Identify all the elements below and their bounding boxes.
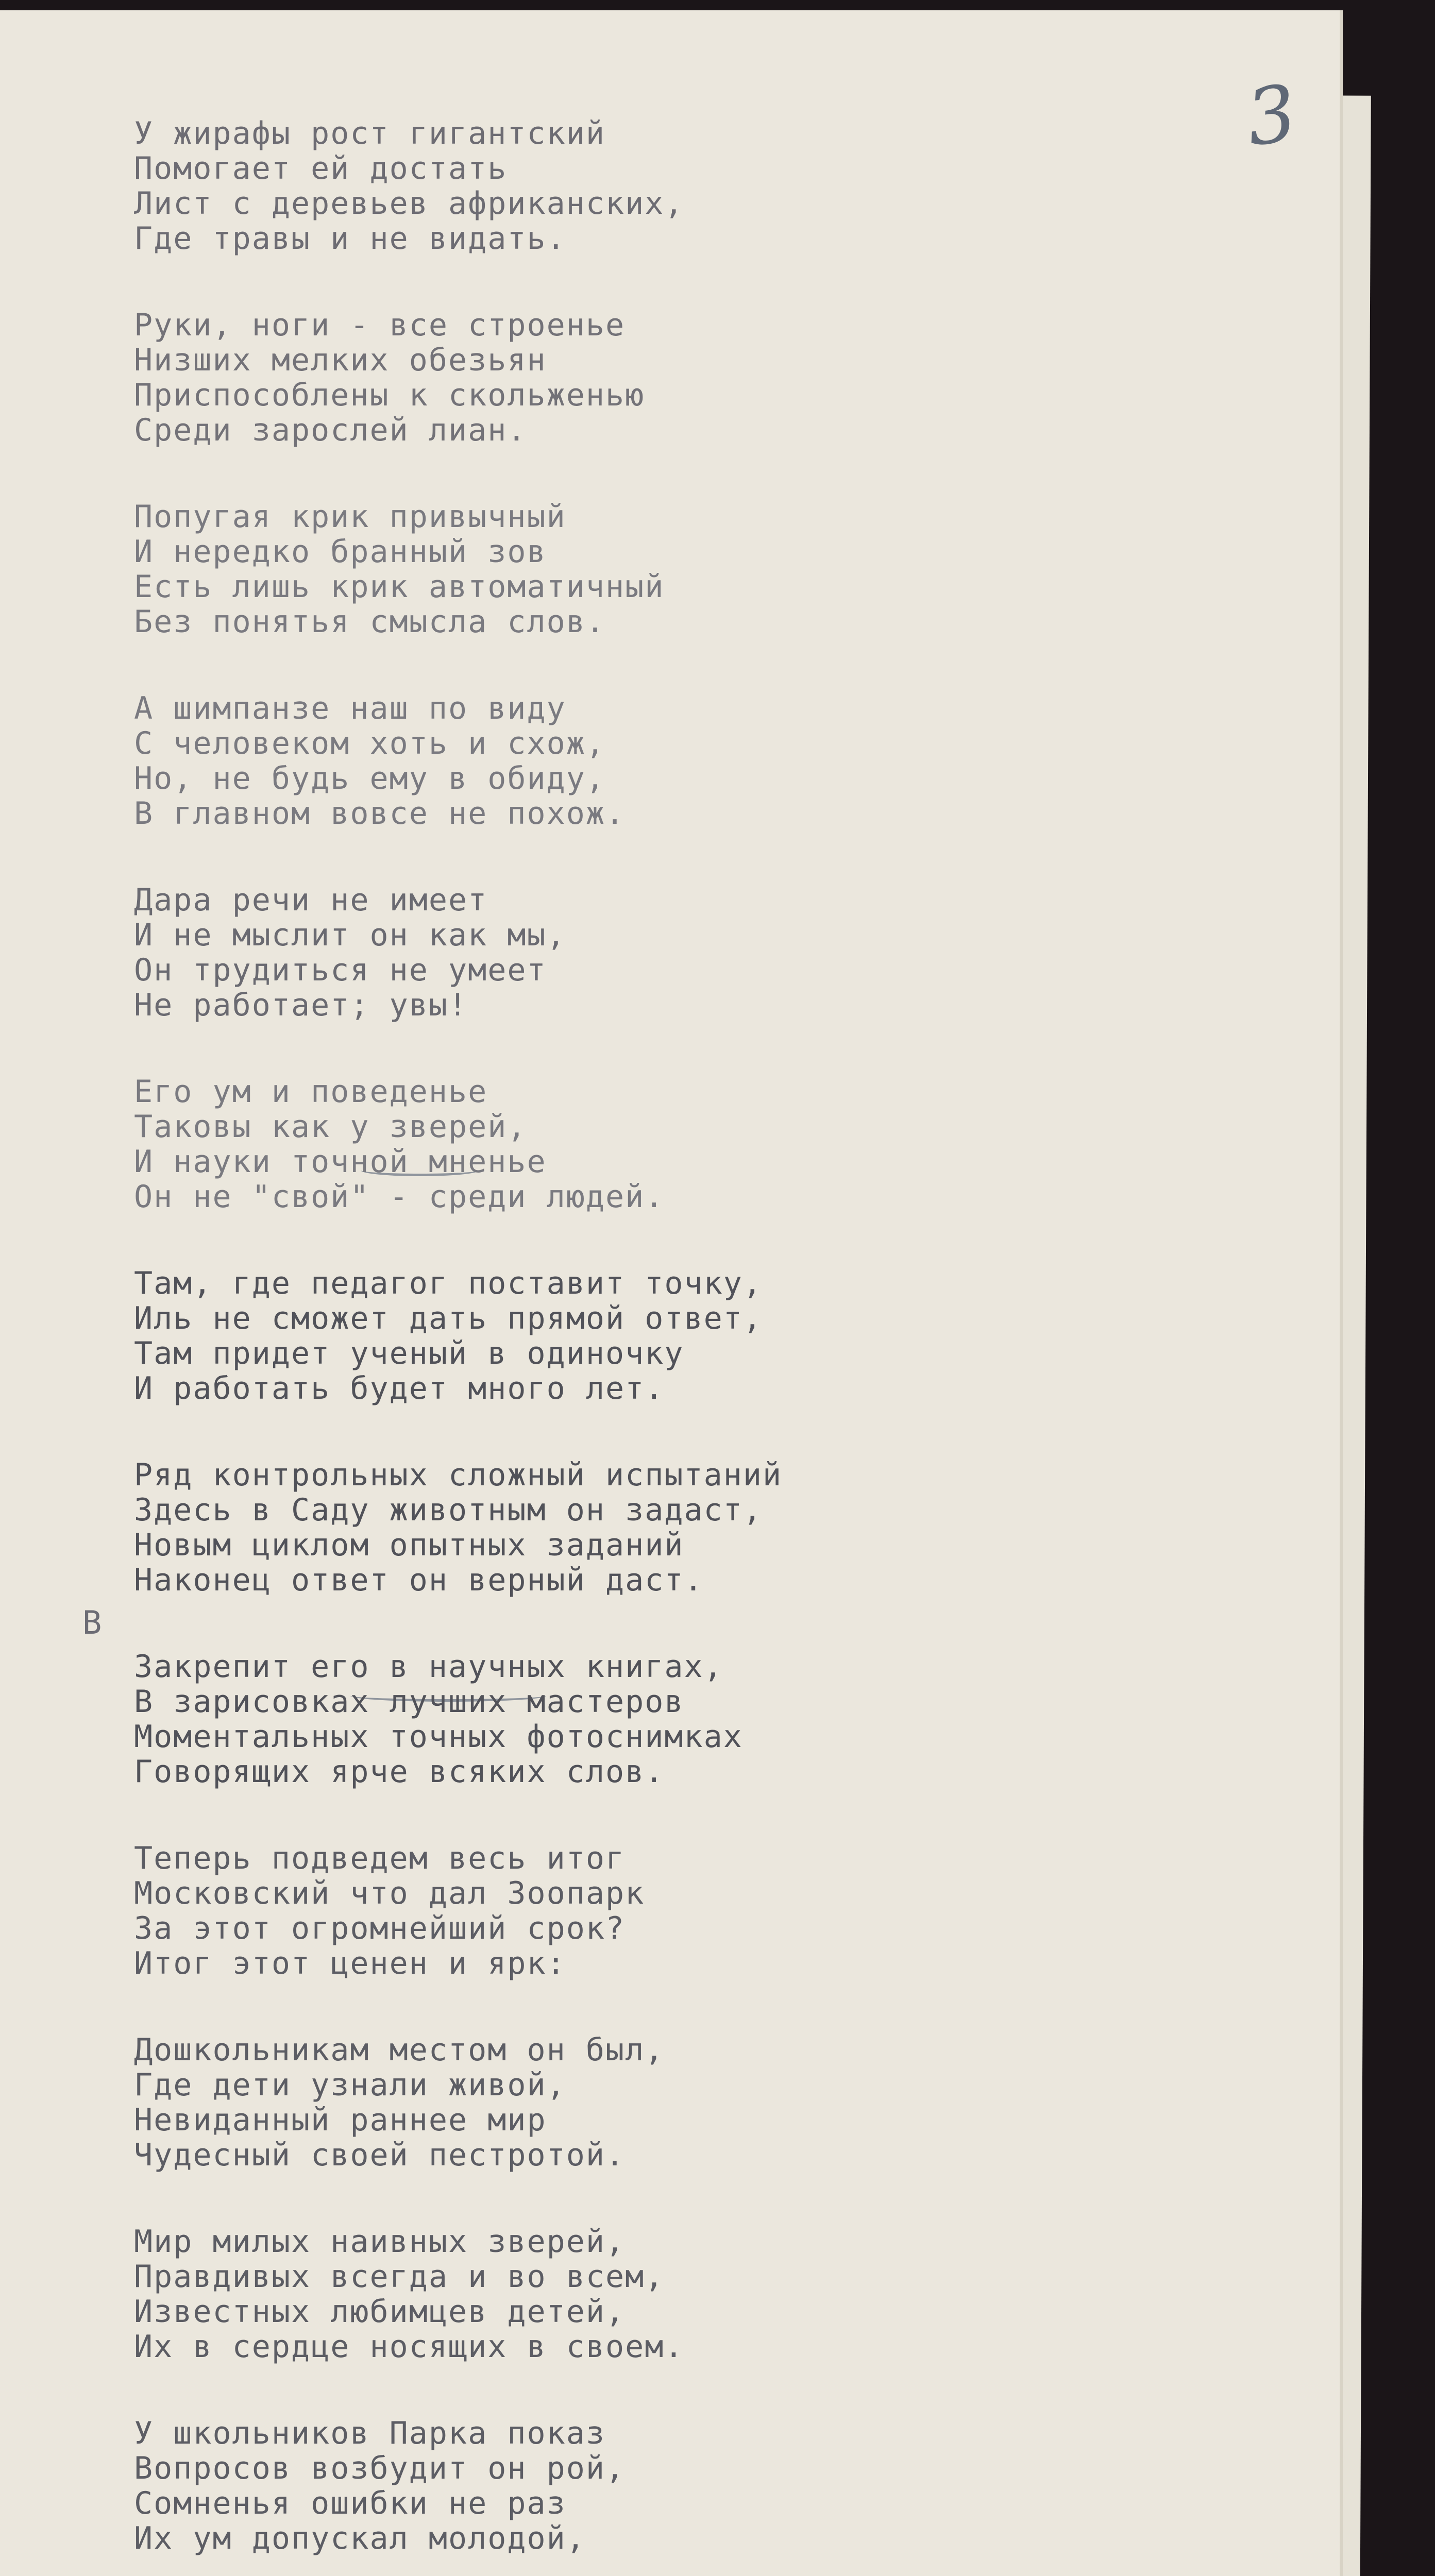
poem-line: Где травы и не видать. (134, 221, 566, 257)
stanza (134, 116, 1113, 256)
poem-line: Известных любимцев детей, (134, 2294, 626, 2330)
poem-line: И работать будет много лет. (134, 1370, 665, 1406)
poem-line: Здесь в Саду животным он задаст, (134, 1492, 763, 1528)
page-number: 3 (1241, 68, 1303, 164)
poem-line: А шимпанзе наш по виду (134, 690, 566, 726)
stanza (134, 1458, 1113, 1598)
poem-line: С человеком хоть и схож, (134, 725, 605, 761)
poem-line: Дара речи не имеет (134, 882, 488, 918)
poem-line: Там, где педагог поставит точку, (134, 1265, 763, 1301)
poem-line: Среди зарослей лиан. (134, 412, 527, 448)
poem-line: Попугая крик привычный (134, 499, 566, 535)
poem-line: Итог этот ценен и ярк: (134, 1945, 566, 1981)
poem-line: Невиданный раннее мир (134, 2102, 547, 2138)
stanza (134, 308, 1113, 448)
poem-line: Где дети узнали живой, (134, 2067, 566, 2103)
poem-line: Сомненья ошибки не раз (134, 2485, 566, 2521)
poem-line: И не мыслит он как мы, (134, 917, 566, 953)
poem-line: Руки, ноги - все строенье (134, 307, 626, 343)
poem-line: Но, не будь ему в обиду, (134, 760, 605, 796)
poem-line: Ряд контрольных сложный испытаний (134, 1457, 783, 1493)
stanza (134, 499, 1113, 639)
poem-line: Их ум допускал молодой, (134, 2520, 586, 2556)
stanza (134, 883, 1113, 1023)
poem-line: Лист с деревьев африканских, (134, 185, 684, 222)
poem-line: Говорящих ярче всяких слов. (134, 1754, 665, 1790)
poem-line: У школьников Парка показ (134, 2415, 605, 2451)
poem-line: У жирафы рост гигантский (134, 115, 605, 151)
poem-line: Закрепит его в научных книгах, (134, 1649, 723, 1685)
poem-line: Он не "свой" - среди людей. (134, 1179, 665, 1215)
poem-line: В главном вовсе не похож. (134, 795, 626, 832)
stanza (134, 2416, 1113, 2556)
stanza (134, 1074, 1113, 1214)
poem-line: Дошкольникам местом он был, (134, 2032, 665, 2068)
poem-line: Есть лишь крик автоматичный (134, 569, 665, 605)
poem-line: Чудесный своей пестротой. (134, 2137, 626, 2173)
stanza (134, 2224, 1113, 2364)
poem-line: И науки точной мненье (134, 1144, 547, 1180)
poem-line: Московский что дал Зоопарк (134, 1875, 645, 1911)
poem-line: Иль не сможет дать прямой ответ, (134, 1300, 763, 1336)
poem-line: Правдивых всегда и во всем, (134, 2259, 665, 2295)
poem-line: В зарисовках лучших мастеров (134, 1684, 684, 1720)
poem-line: Теперь подведем весь итог (134, 1840, 626, 1876)
poem-line: Его ум и поведенье (134, 1074, 488, 1110)
poem-line: Не работает; увы! (134, 987, 468, 1023)
poem-line: Наконец ответ он верный даст. (134, 1562, 704, 1598)
poem-line: Низших мелких обезьян (134, 342, 547, 378)
poem-line: Без понятья смысла слов. (134, 604, 605, 640)
poem-line: Их в сердце носящих в своем. (134, 2329, 684, 2365)
poem-line: Приспособлены к скольженью (134, 377, 645, 413)
poem-body (134, 116, 1113, 2576)
poem-line: Там придет ученый в одиночку (134, 1335, 684, 1371)
poem-line: И нередко бранный зов (134, 534, 547, 570)
poem-line: Моментальных точных фотоснимках (134, 1719, 743, 1755)
stanza (134, 1266, 1113, 1406)
poem-line: Новым циклом опытных заданий (134, 1527, 684, 1563)
poem-line: За этот огромнейший срок? (134, 1910, 626, 1946)
document-page (0, 10, 1340, 2576)
stanza (134, 2032, 1113, 2173)
poem-line: Таковы как у зверей, (134, 1109, 527, 1145)
stanza (134, 1841, 1113, 1981)
poem-line: Мир милых наивных зверей, (134, 2224, 626, 2260)
stanza (134, 691, 1113, 831)
poem-line: Помогает ей достать (134, 150, 508, 187)
poem-line: Вопросов возбудит он рой, (134, 2450, 626, 2486)
poem-line: Он трудиться не умеет (134, 952, 547, 988)
margin-mark: В (82, 1604, 102, 1641)
stanza (134, 1649, 1113, 1789)
